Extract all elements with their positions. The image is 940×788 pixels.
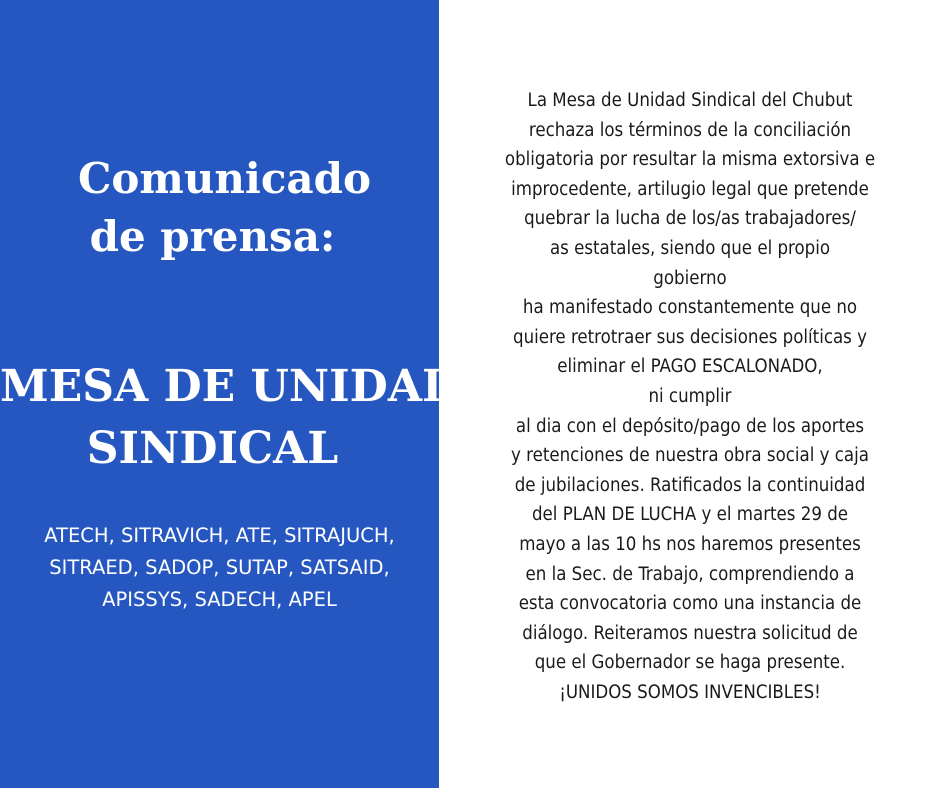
statement-line: ni cumplir (648, 385, 732, 407)
unions-line: ATECH, SITRAVICH, ATE, SITRAJUCH, (44, 524, 395, 547)
statement-body (446, 86, 934, 707)
statement-line: gobierno (653, 267, 727, 289)
statement-line: que el Gobernador se haga presente. (534, 652, 846, 674)
left-blue-panel (0, 0, 461, 788)
member-unions-list (0, 520, 439, 616)
statement-line: de jubilaciones. Ratificados la continuidad (514, 474, 866, 496)
statement-line: eliminar el PAGO ESCALONADO, (557, 356, 823, 378)
statement-line: as estatales, siendo que el propio (549, 237, 831, 259)
statement-line: rechaza los términos de la conciliación (528, 119, 852, 141)
statement-line: esta convocatoria como una instancia de (518, 593, 862, 615)
unions-line: APISSYS, SADECH, APEL (102, 588, 337, 611)
statement-line: ha manifestado constantemente que no (522, 297, 858, 319)
statement-line: del PLAN DE LUCHA y el martes 29 de (531, 504, 849, 526)
organization-title-line-1: MESA DE UNIDAD (0, 361, 461, 412)
statement-line: La Mesa de Unidad Sindical del Chubut (527, 90, 853, 111)
press-release-heading (0, 150, 439, 266)
statement-line: diálogo. Reiteramos nuestra solicitud de (522, 622, 858, 644)
organization-title (0, 356, 461, 480)
statement-line: y retenciones de nuestra obra social y caja (511, 445, 869, 467)
organization-title-line-2: SINDICAL (86, 423, 339, 474)
statement-line: obligatoria por resultar la misma extorsiva e (504, 149, 876, 171)
heading-line-1: Comunicado (77, 154, 372, 203)
statement-line: mayo a las 10 hs nos haremos presentes (519, 533, 861, 555)
statement-line: en la Sec. de Trabajo, comprendiendo a (525, 563, 855, 585)
statement-line: improcedente, artilugio legal que pretende (511, 178, 869, 200)
unions-line: SITRAED, SADOP, SUTAP, SATSAID, (49, 556, 390, 579)
heading-line-2: de prensa: (89, 212, 336, 261)
statement-closing-line: ¡UNIDOS SOMOS INVENCIBLES! (559, 681, 821, 703)
statement-line: quiere retrotraer sus decisiones políticas y (513, 326, 867, 348)
statement-line: al dia con el depósito/pago de los aportes (515, 415, 865, 437)
statement-line: quebrar la lucha de los/as trabajadores/ (524, 208, 856, 230)
